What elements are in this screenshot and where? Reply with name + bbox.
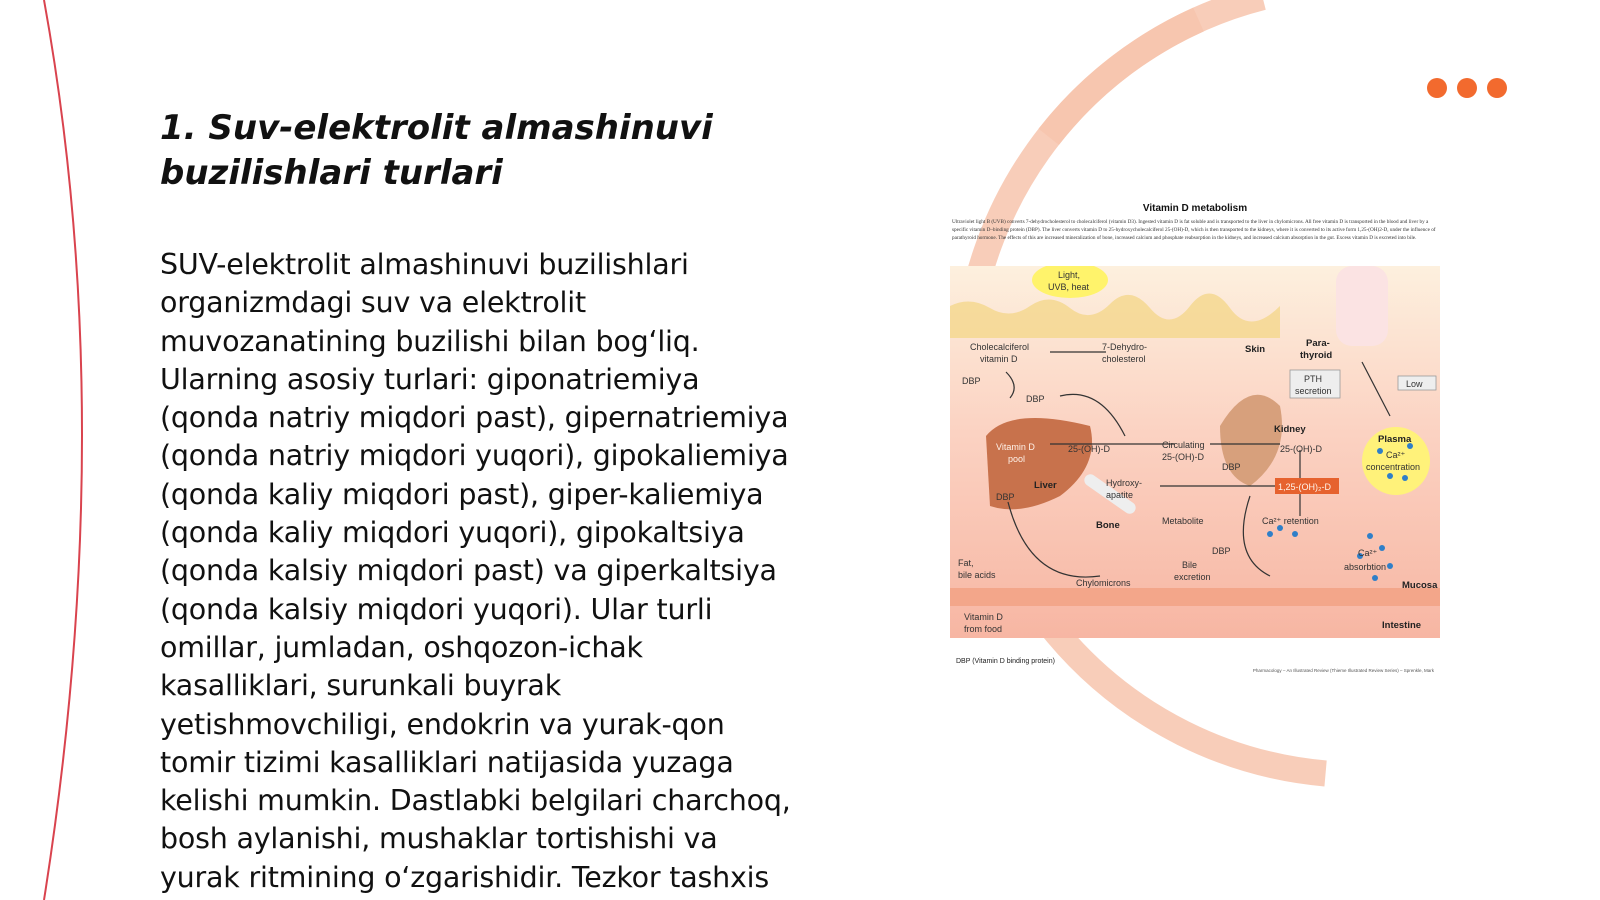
label-circ-25oh: 25-(OH)-D (1162, 452, 1204, 462)
dot-icon (1487, 78, 1507, 98)
label-light: Light, (1058, 270, 1081, 280)
label-kidney: Kidney (1274, 424, 1306, 435)
figure-description: Ultraviolet light B (UVB) converts 7-dehydrocholesterol to cholecalciferol (vitamin D3). Ingested vitamin D is fat soluble and is transported to the liver in chylomicrons. All free vitamin D is transported in the blood and liver by a specific vitamin D–binding protein (DBP). The liver converts vitamin D to 25-hydroxycholecalciferol 25-(OH)-D, which is then transported to the kidneys, where it is converted to its active form 1,25-(OH)2-D, under the influence of parathyroid hormone. The effects of this are increased mineralization of bone, increased calcium and phosphate reabsorption in the kidneys, and increased calcium absorption in the gut. Excess vitamin D is excreted into bile. (952, 219, 1436, 241)
label-oh25-kidney: 25-(OH)-D (1280, 444, 1322, 454)
label-metabolite: Metabolite (1162, 516, 1204, 526)
decorative-dots (1427, 78, 1507, 98)
figure-title: Vitamin D metabolism (1142, 203, 1248, 214)
intestine-band (950, 588, 1440, 606)
dot-icon (1427, 78, 1447, 98)
label-vitd-food: Vitamin D (964, 612, 1003, 622)
label-ca-retention: Ca²⁺ retention (1262, 516, 1319, 526)
label-concentration: concentration (1366, 462, 1421, 472)
label-cholecalciferol: Cholecalciferol (970, 342, 1030, 352)
label-fat: Fat, (958, 558, 974, 568)
label-bone: Bone (1096, 520, 1120, 531)
label-thyroid: thyroid (1300, 350, 1333, 361)
label-ca-conc: Ca²⁺ (1386, 450, 1406, 460)
slide-title: 1. Suv-elektrolit almashinuvi buzilishlari turlari (160, 108, 713, 193)
vitamin-d-diagram (950, 266, 1440, 646)
label-para: Para- (1306, 338, 1330, 349)
label-uvb: UVB, heat (1048, 282, 1090, 292)
figure-caption: DBP (Vitamin D binding protein) (956, 658, 1055, 665)
label-cholesterol: cholesterol (1102, 354, 1146, 364)
label-dbp-5: DBP (1212, 546, 1231, 556)
label-dbp-4: DBP (996, 492, 1015, 502)
dot-icon (1457, 78, 1477, 98)
label-hydroxy: Hydroxy- (1106, 478, 1143, 488)
label-liver: Liver (1034, 480, 1057, 491)
label-excretion: excretion (1174, 572, 1211, 582)
slide-body-text: SUV-elektrolit almashinuvi buzilishlari organizmdagi suv va elektrolit muvozanatining buzilishi bilan bog‘liq. Ularning asosiy turlari: giponatriemiya (qonda natriy miqdori past), gipernatriemiya (qonda natriy miqdori yuqori), gipokaliemiya (qonda kaliy miqdori past), giper-kaliemiya (qonda kaliy miqdori yuqori), gipokaltsiya (qonda kalsiy miqdori past) va giperkaltsiya (qonda kalsiy miqdori yuqori). Ular turli omillar, jumladan, oshqozon-ichak kasalliklari, surunkali buyrak yetishmovchiligi, endokrin va yurak-qon tomir tizimi kasalliklari natijasida yuzaga kelishi mumkin. Dastlabki belgilari charchoq, bosh aylanishi, mushaklar tortishishi va yurak ritmining o‘zgarishidir. Tezkor tashxis (160, 248, 791, 894)
label-dbp-3: DBP (1222, 462, 1241, 472)
label-pool: pool (1008, 454, 1026, 464)
label-apatite: apatite (1106, 490, 1134, 500)
label-absorbtion: absorbtion (1344, 562, 1387, 572)
label-oh25-liver: 25-(OH)-D (1068, 444, 1110, 454)
figure-source: Pharmacology – An Illustrated Review (Thieme Illustrated Review Series) – Sprenkle, Mark (1252, 668, 1434, 673)
label-chylomicrons: Chylomicrons (1076, 578, 1131, 588)
label-plasma: Plasma (1378, 434, 1412, 445)
label-vitamin-d3: vitamin D (980, 354, 1018, 364)
label-intestine: Intestine (1382, 620, 1422, 631)
label-from-food: from food (964, 624, 1003, 634)
vitamin-d-figure (950, 198, 1440, 680)
label-pth: PTH (1304, 374, 1322, 384)
label-oh125: 1,25-(OH)₂-D (1278, 482, 1331, 492)
label-ca-abs: Ca²⁺ (1358, 548, 1378, 558)
label-mucosa: Mucosa (1402, 580, 1438, 591)
left-accent-line (44, 0, 82, 900)
label-pth-secretion: secretion (1295, 386, 1332, 396)
label-bile: Bile (1182, 560, 1198, 570)
label-dehydro: 7-Dehydro- (1102, 342, 1148, 352)
label-vitd-pool: Vitamin D (996, 442, 1035, 452)
label-dbp-2: DBP (1026, 394, 1045, 404)
parathyroid-gland (1336, 266, 1388, 346)
label-circulating: Circulating (1162, 440, 1205, 450)
label-bile-acids: bile acids (958, 570, 996, 580)
label-skin: Skin (1245, 344, 1266, 355)
label-dbp-1: DBP (962, 376, 981, 386)
label-low: Low (1406, 379, 1423, 389)
